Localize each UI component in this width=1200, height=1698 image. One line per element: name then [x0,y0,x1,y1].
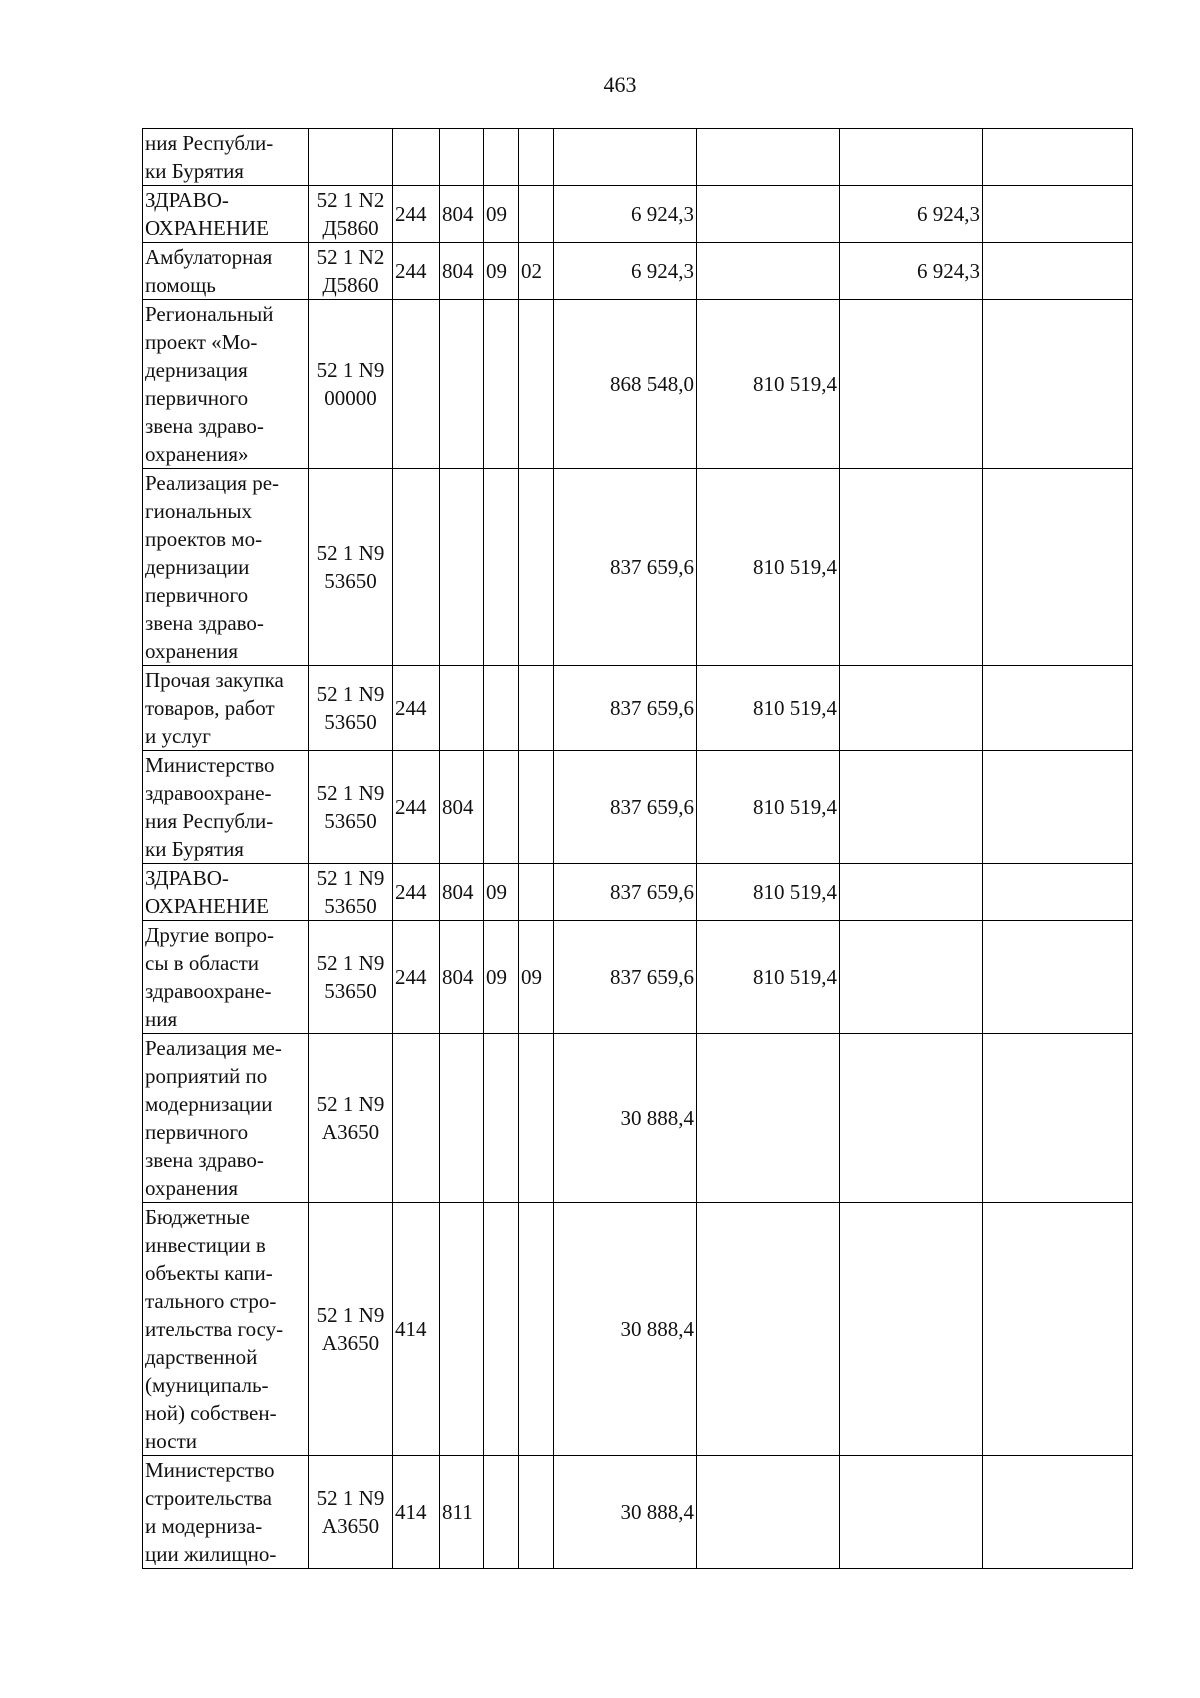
row-federal [697,243,840,300]
row-expense-type [393,129,440,186]
row-name-line: сы в области [145,951,260,975]
row-name-line: ительства госу- [145,1317,284,1341]
table-row [143,921,1133,1034]
row-total: 30 888,4 [554,1203,697,1456]
row-name-line: модернизации [145,1092,273,1116]
row-expense-type: 244 [393,186,440,243]
row-section: 09 [484,864,519,921]
row-name-line: Прочая закупка [145,668,284,692]
row-section: 09 [484,243,519,300]
row-federal: 810 519,4 [697,864,840,921]
row-name-line: Реализация ме- [145,1036,282,1060]
row-republic [840,751,983,864]
row-republic: 6 924,3 [840,186,983,243]
row-federal: 810 519,4 [697,921,840,1034]
row-target-code-part: А3650 [321,1514,380,1538]
row-total: 837 659,6 [554,751,697,864]
row-name [143,1034,309,1203]
row-name-line: охранения [145,1176,238,1200]
row-ministry-code [440,1034,484,1203]
row-ministry-code [440,469,484,666]
row-target-code [309,300,393,469]
row-name [143,469,309,666]
row-target-code [309,1203,393,1456]
row-section: 09 [484,921,519,1034]
row-name-line: проект «Мо- [145,330,258,354]
row-total: 868 548,0 [554,300,697,469]
row-name-line: первичного [145,1120,249,1144]
row-target-code [309,864,393,921]
page-number: 463 [603,72,637,97]
row-name-line: ния Республи- [145,131,274,155]
row-total [554,129,697,186]
row-name-line: дернизация [145,358,248,382]
row-total: 30 888,4 [554,1456,697,1569]
row-name-line: ния [145,1007,178,1031]
row-name-line: звена здраво- [145,611,264,635]
row-name-line: Министерство [145,1458,275,1482]
row-name-line: Другие вопро- [145,923,274,947]
row-extra [983,751,1133,864]
row-section [484,751,519,864]
row-section [484,666,519,751]
row-target-code-part: 53650 [324,979,377,1003]
row-ministry-code [440,666,484,751]
row-republic: 6 924,3 [840,243,983,300]
row-federal [697,1034,840,1203]
row-name-line: Региональный [145,302,274,326]
row-subsection [519,1203,554,1456]
row-target-code-part: 52 1 N9 [316,1303,385,1327]
row-section: 09 [484,186,519,243]
row-expense-type: 414 [393,1456,440,1569]
row-target-code-part: 52 1 N2 [316,245,385,269]
row-name [143,129,309,186]
row-ministry-code [440,1203,484,1456]
row-subsection [519,864,554,921]
row-target-code [309,751,393,864]
row-name-line: ки Бурятия [145,837,244,861]
table-row [143,186,1133,243]
row-name [143,1456,309,1569]
row-target-code-part: 52 1 N9 [316,358,385,382]
row-name-line: и услуг [145,724,211,748]
row-section [484,1203,519,1456]
row-federal: 810 519,4 [697,666,840,751]
table-row [143,1203,1133,1456]
row-republic [840,129,983,186]
row-name-line: звена здраво- [145,414,264,438]
row-target-code [309,1456,393,1569]
row-target-code-part: 52 1 N9 [316,682,385,706]
row-target-code-part: 52 1 N9 [316,951,385,975]
table-row [143,666,1133,751]
row-section [484,469,519,666]
row-expense-type [393,1034,440,1203]
row-name-line: строительства [145,1486,273,1510]
row-republic [840,1034,983,1203]
row-name-line: первичного [145,386,249,410]
row-federal [697,186,840,243]
row-target-code-part: 53650 [324,710,377,734]
row-name-line: (муниципаль- [145,1373,269,1397]
row-name-line: ния Республи- [145,809,274,833]
row-extra [983,243,1133,300]
row-subsection [519,1034,554,1203]
row-expense-type: 244 [393,751,440,864]
row-total: 30 888,4 [554,1034,697,1203]
row-name-line: ности [145,1429,197,1453]
row-name-line: дернизации [145,555,250,579]
row-ministry-code: 811 [440,1456,484,1569]
row-extra [983,469,1133,666]
row-extra [983,666,1133,751]
row-expense-type: 414 [393,1203,440,1456]
row-section [484,129,519,186]
row-target-code-part: 53650 [324,894,377,918]
row-expense-type: 244 [393,921,440,1034]
row-name-line: охранения [145,639,238,663]
row-name-line: Амбулаторная [145,245,273,269]
row-federal [697,129,840,186]
row-name [143,300,309,469]
row-name-line: роприятий по [145,1064,268,1088]
row-name-line: здравоохране- [145,979,272,1003]
row-ministry-code: 804 [440,921,484,1034]
row-subsection [519,186,554,243]
row-total: 837 659,6 [554,469,697,666]
row-target-code-part: 52 1 N9 [316,1092,385,1116]
row-target-code-part: 00000 [324,386,377,410]
row-extra [983,1203,1133,1456]
row-republic [840,921,983,1034]
row-total: 6 924,3 [554,243,697,300]
row-name-line: первичного [145,583,249,607]
row-name-line: дарственной [145,1345,258,1369]
row-republic [840,864,983,921]
row-total: 837 659,6 [554,864,697,921]
row-target-code-part: 52 1 N9 [316,1486,385,1510]
row-target-code [309,921,393,1034]
row-subsection: 09 [519,921,554,1034]
row-target-code-part: 52 1 N2 [316,188,385,212]
row-subsection [519,751,554,864]
row-name [143,864,309,921]
row-republic [840,666,983,751]
row-subsection [519,666,554,751]
row-name-line: ЗДРАВО- [145,188,229,212]
row-target-code-part: 53650 [324,569,377,593]
row-ministry-code [440,129,484,186]
row-section [484,1034,519,1203]
row-name [143,921,309,1034]
table-row [143,300,1133,469]
row-target-code-part: Д5860 [322,273,379,297]
row-name-line: и модерниза- [145,1514,263,1538]
row-target-code [309,1034,393,1203]
row-subsection [519,300,554,469]
row-target-code-part: А3650 [321,1120,380,1144]
row-section [484,300,519,469]
row-extra [983,1456,1133,1569]
row-name-line: товаров, работ [145,696,275,720]
row-extra [983,921,1133,1034]
row-target-code-part: 52 1 N9 [316,541,385,565]
row-federal [697,1203,840,1456]
table-row [143,864,1133,921]
table-row [143,1034,1133,1203]
row-target-code-part: 52 1 N9 [316,866,385,890]
row-target-code [309,243,393,300]
row-name-line: гиональных [145,499,252,523]
table-body [143,129,1133,1569]
row-extra [983,129,1133,186]
row-total: 837 659,6 [554,921,697,1034]
budget-table [142,128,1133,1569]
row-name-line: охранения» [145,442,249,466]
table-row [143,1456,1133,1569]
row-name [143,186,309,243]
row-target-code [309,129,393,186]
row-name-line: объекты капи- [145,1261,273,1285]
row-republic [840,1203,983,1456]
row-subsection [519,129,554,186]
table-row [143,751,1133,864]
table-row [143,243,1133,300]
row-name-line: Реализация ре- [145,471,280,495]
row-expense-type [393,300,440,469]
row-name-line: ной) собствен- [145,1401,277,1425]
row-name-line: помощь [145,273,216,297]
row-federal [697,1456,840,1569]
row-name-line: инвестиции в [145,1233,266,1257]
row-name-line: Бюджетные [145,1205,250,1229]
row-expense-type [393,469,440,666]
row-expense-type: 244 [393,666,440,751]
row-expense-type: 244 [393,864,440,921]
row-federal: 810 519,4 [697,751,840,864]
row-target-code [309,469,393,666]
row-extra [983,1034,1133,1203]
row-ministry-code: 804 [440,243,484,300]
row-name-line: ки Бурятия [145,159,244,183]
row-target-code-part: Д5860 [322,216,379,240]
row-ministry-code [440,300,484,469]
row-ministry-code: 804 [440,864,484,921]
table-row [143,469,1133,666]
row-name-line: здравоохране- [145,781,272,805]
row-ministry-code: 804 [440,751,484,864]
row-name [143,666,309,751]
table-row [143,129,1133,186]
row-total: 837 659,6 [554,666,697,751]
row-target-code-part: 52 1 N9 [316,781,385,805]
row-name-line: звена здраво- [145,1148,264,1172]
row-name-line: ции жилищно- [145,1542,277,1566]
row-name [143,751,309,864]
row-name-line: ОХРАНЕНИЕ [145,894,270,918]
row-name-line: тального стро- [145,1289,277,1313]
row-target-code-part: А3650 [321,1331,380,1355]
row-name-line: Министерство [145,753,275,777]
row-total: 6 924,3 [554,186,697,243]
row-federal: 810 519,4 [697,469,840,666]
row-extra [983,864,1133,921]
row-name-line: ОХРАНЕНИЕ [145,216,270,240]
row-subsection [519,1456,554,1569]
row-section [484,1456,519,1569]
row-republic [840,469,983,666]
row-subsection: 02 [519,243,554,300]
row-subsection [519,469,554,666]
row-extra [983,300,1133,469]
row-target-code [309,666,393,751]
row-name-line: проектов мо- [145,527,263,551]
row-extra [983,186,1133,243]
row-name [143,1203,309,1456]
row-target-code [309,186,393,243]
row-republic [840,300,983,469]
row-ministry-code: 804 [440,186,484,243]
row-federal: 810 519,4 [697,300,840,469]
row-expense-type: 244 [393,243,440,300]
row-target-code-part: 53650 [324,809,377,833]
row-name [143,243,309,300]
row-republic [840,1456,983,1569]
row-name-line: ЗДРАВО- [145,866,229,890]
